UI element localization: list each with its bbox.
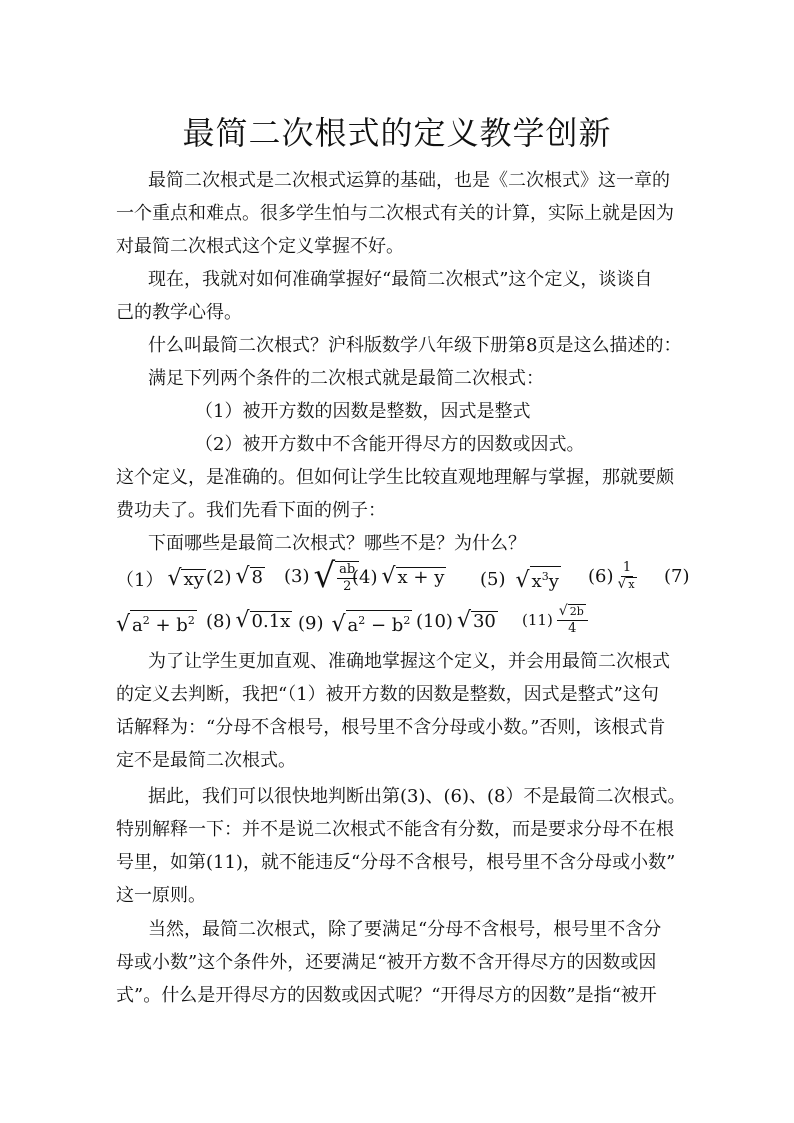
examples-row-1 bbox=[116, 558, 716, 602]
example-1: （1） √ xy bbox=[116, 566, 204, 591]
paragraph-line: 的定义去判断，我把“（1）被开方数的因数是整数，因式是整式”这句 bbox=[116, 684, 659, 705]
paragraph-line: 现在，我就对如何准确掌握好“最简二次根式”这个定义，谈谈自 bbox=[148, 269, 653, 290]
paragraph-line: 特别解释一下：并不是说二次根式不能含有分数，而是要求分母不在根 bbox=[116, 819, 674, 840]
example-8: (8) √ 0.1x bbox=[206, 608, 291, 633]
radical: √ xy bbox=[167, 566, 204, 591]
example-10: (10) √ 30 bbox=[416, 608, 496, 633]
radical: √ $a^2 + b^2$ bbox=[116, 612, 195, 637]
page-title: 最简二次根式的定义教学创新 bbox=[182, 114, 612, 152]
radical: √ 0.1x bbox=[235, 608, 291, 633]
example-7-number: (7) bbox=[664, 566, 690, 587]
example-7 bbox=[116, 610, 197, 636]
condition-item: （1）被开方数的因数是整数，因式是整式 bbox=[195, 401, 531, 422]
radical: √ x + y bbox=[381, 564, 445, 589]
examples-row-2 bbox=[116, 604, 716, 648]
paragraph-line: 什么叫最简二次根式？沪科版数学八年级下册第8页是这么描述的： bbox=[148, 335, 682, 356]
example-11: (11) √ 2b 4 bbox=[522, 604, 588, 636]
example-6: (6) 1 √ x bbox=[588, 560, 635, 592]
paragraph-line: 当然，最简二次根式，除了要满足“分母不含根号，根号里不含分 bbox=[148, 919, 662, 940]
condition-item: （2）被开方数中不含能开得尽方的因数或因式。 bbox=[195, 434, 585, 455]
example-2: (2) √ 8 bbox=[206, 564, 263, 589]
radical: √ 8 bbox=[235, 564, 263, 589]
paragraph-line: 对最简二次根式这个定义掌握不好。 bbox=[116, 236, 404, 257]
paragraph-line: 满足下列两个条件的二次根式就是最简二次根式： bbox=[148, 368, 544, 389]
paragraph-line: 话解释为：“分母不含根号，根号里不含分母或小数。”否则，该根式肯 bbox=[116, 717, 666, 738]
paragraph-line: 下面哪些是最简二次根式？哪些不是？为什么？ bbox=[148, 533, 526, 554]
paragraph-line: 为了让学生更加直观、准确地掌握这个定义，并会用最简二次根式 bbox=[148, 651, 670, 672]
paragraph-line: 式”。什么是开得尽方的因数或因式呢？“开得尽方的因数”是指“被开 bbox=[116, 985, 657, 1006]
paragraph-line: 最简二次根式是二次根式运算的基础，也是《二次根式》这一章的 bbox=[148, 170, 670, 191]
paragraph-line: 母或小数”这个条件外，还要满足“被开方数不含开得尽方的因数或因 bbox=[116, 952, 657, 973]
paragraph-line: 费功夫了。我们先看下面的例子： bbox=[116, 500, 386, 521]
paragraph-line: 这一原则。 bbox=[116, 885, 206, 906]
paragraph-line: 一个重点和难点。很多学生怕与二次根式有关的计算，实际上就是因为 bbox=[116, 203, 674, 224]
radical: √ $a^2 - b^2$ bbox=[331, 612, 411, 637]
paragraph-line: 号里，如第(11)，就不能违反“分母不含根号，根号里不含分母或小数” bbox=[116, 852, 676, 873]
example-5: (5) √ $x^3y$ bbox=[480, 568, 559, 593]
example-4: (4) √ x + y bbox=[352, 564, 445, 589]
radical: √ $\frac{ab}{2}$ bbox=[314, 558, 360, 594]
radical: √ $x^3y$ bbox=[515, 568, 559, 593]
radical: √ 30 bbox=[456, 608, 496, 633]
example-9: (9) √ $a^2 - b^2$ bbox=[298, 612, 411, 637]
paragraph-line: 定不是最简二次根式。 bbox=[116, 750, 296, 771]
paragraph-line: 己的教学心得。 bbox=[116, 302, 242, 323]
paragraph-line: 这个定义，是准确的。但如何让学生比较直观地理解与掌握，那就要颇 bbox=[116, 467, 674, 488]
paragraph-line: 据此，我们可以很快地判断出第(3)、(6)、(8）不是最简二次根式。 bbox=[148, 786, 686, 807]
example-3: (3) √ $\frac{ab}{2}$ bbox=[284, 558, 359, 594]
